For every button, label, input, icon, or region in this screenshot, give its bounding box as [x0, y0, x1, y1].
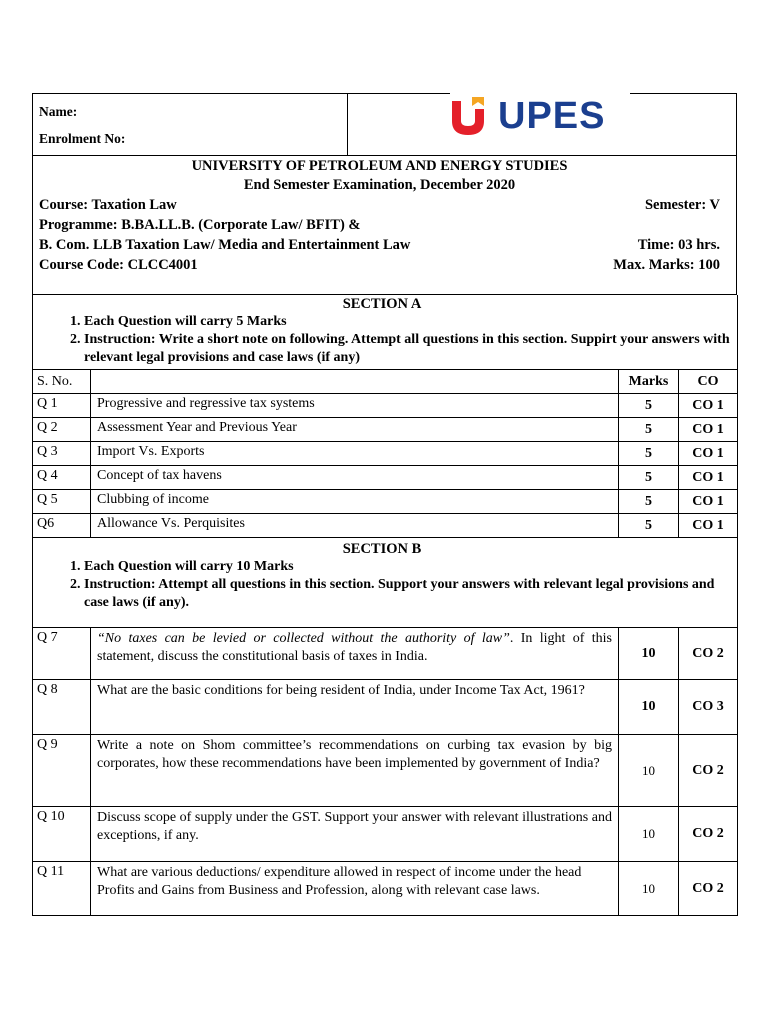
q-marks: 10 — [619, 862, 679, 916]
instruction-item: 2. Instruction: Write a short note on following. Attempt all questions in this section. Suppirt your answers with relevant legal provisions and case laws (if any) — [84, 331, 731, 367]
table-row — [33, 680, 738, 735]
q-co: CO 3 — [679, 680, 738, 735]
logo-text: UPES — [498, 95, 606, 137]
q-marks: 10 — [619, 680, 679, 735]
q-co: CO 2 — [679, 862, 738, 916]
q-text: Import Vs. Exports — [91, 442, 619, 466]
programme: Programme: B.BA.LL.B. (Corporate Law/ BFIT) & — [39, 217, 361, 233]
q-text — [91, 628, 619, 680]
q-number: Q 11 — [33, 862, 91, 916]
q-number: Q 5 — [33, 490, 91, 514]
q-text: Discuss scope of supply under the GST. Support your answer with relevant illustrations and exceptions, if any. — [91, 807, 619, 862]
q-text: Assessment Year and Previous Year — [91, 418, 619, 442]
q-co: CO 1 — [679, 514, 738, 538]
q-marks: 5 — [619, 490, 679, 514]
q-co: CO 1 — [679, 394, 738, 418]
table-row — [33, 862, 738, 916]
q-number: Q 8 — [33, 680, 91, 735]
q-text: Write a note on Shom committee’s recommendations on curbing tax evasion by big corporates, how these recommendations have been implemented by government of India? — [91, 735, 619, 807]
q-number: Q6 — [33, 514, 91, 538]
course: Course: Taxation Law — [39, 197, 177, 213]
q-text: Concept of tax havens — [91, 466, 619, 490]
student-details — [33, 94, 348, 155]
q-number: Q 2 — [33, 418, 91, 442]
section-a-instructions — [33, 313, 731, 367]
col-marks: Marks — [619, 370, 679, 394]
q-number: Q 9 — [33, 735, 91, 807]
exam-paper — [32, 93, 737, 916]
table-row — [33, 394, 738, 418]
q-number: Q 7 — [33, 628, 91, 680]
instruction-item: 1. Each Question will carry 10 Marks — [84, 558, 731, 576]
q-co: CO 1 — [679, 442, 738, 466]
section-a-title: SECTION A — [342, 296, 422, 312]
table-row — [33, 628, 738, 680]
q-marks: 10 — [619, 628, 679, 680]
col-co: CO — [679, 370, 738, 394]
q-co: CO 2 — [679, 735, 738, 807]
q-text: What are the basic conditions for being resident of India, under Income Tax Act, 1961? — [91, 680, 619, 735]
logo-area — [348, 94, 736, 155]
header-box — [32, 93, 737, 156]
table-row — [33, 514, 738, 538]
exam-title: End Semester Examination, December 2020 — [243, 177, 516, 193]
enrolment-label: Enrolment No: — [39, 131, 126, 146]
section-b-title: SECTION B — [342, 541, 422, 557]
q-number: Q 4 — [33, 466, 91, 490]
q-co: CO 2 — [679, 807, 738, 862]
table-header-row — [33, 370, 738, 394]
section-b-instructions — [33, 558, 731, 612]
table-row — [33, 735, 738, 807]
course-code: Course Code: CLCC4001 — [39, 257, 198, 273]
section-a-table — [32, 295, 738, 916]
instruction-item: 2. Instruction: Attempt all questions in this section. Support your answers with relevant legal provisions and case laws (if any). — [84, 576, 731, 612]
col-question — [91, 370, 619, 394]
upes-logo — [450, 91, 630, 141]
q-text-rest: . In light of this statement, discuss the constitutional basis of taxes in India. — [97, 631, 612, 664]
semester: Semester: V — [644, 197, 720, 213]
q-number: Q 1 — [33, 394, 91, 418]
programme-line-2: B. Com. LLB Taxation Law/ Media and Entertainment Law — [39, 237, 411, 253]
time: Time: 03 hrs. — [637, 237, 720, 253]
instruction-item: 1. Each Question will carry 5 Marks — [84, 313, 731, 331]
table-row — [33, 807, 738, 862]
q-co: CO 1 — [679, 418, 738, 442]
university-name: UNIVERSITY OF PETROLEUM AND ENERGY STUDIES — [191, 158, 568, 174]
q-co: CO 2 — [679, 628, 738, 680]
q-co: CO 1 — [679, 466, 738, 490]
name-label: Name: — [39, 104, 78, 119]
q-number: Q 10 — [33, 807, 91, 862]
q-text: What are various deductions/ expenditure allowed in respect of income under the head Profits and Gains from Business and Profession, along with relevant case laws. — [91, 862, 619, 916]
q-marks: 5 — [619, 418, 679, 442]
q-marks: 10 — [619, 735, 679, 807]
q-number: Q 3 — [33, 442, 91, 466]
q-quote: “No taxes can be levied or collected without the authority of law” — [97, 631, 510, 646]
q-marks: 5 — [619, 442, 679, 466]
q-marks: 5 — [619, 514, 679, 538]
table-row — [33, 490, 738, 514]
table-row — [33, 442, 738, 466]
q-marks: 10 — [619, 807, 679, 862]
table-row — [33, 418, 738, 442]
exam-info — [32, 156, 737, 295]
q-text: Allowance Vs. Perquisites — [91, 514, 619, 538]
upes-logo-icon — [450, 95, 486, 137]
q-co: CO 1 — [679, 490, 738, 514]
q-marks: 5 — [619, 466, 679, 490]
max-marks: Max. Marks: 100 — [613, 257, 720, 273]
q-text: Clubbing of income — [91, 490, 619, 514]
table-row — [33, 466, 738, 490]
col-sno: S. No. — [33, 370, 91, 394]
q-text: Progressive and regressive tax systems — [91, 394, 619, 418]
q-marks: 5 — [619, 394, 679, 418]
